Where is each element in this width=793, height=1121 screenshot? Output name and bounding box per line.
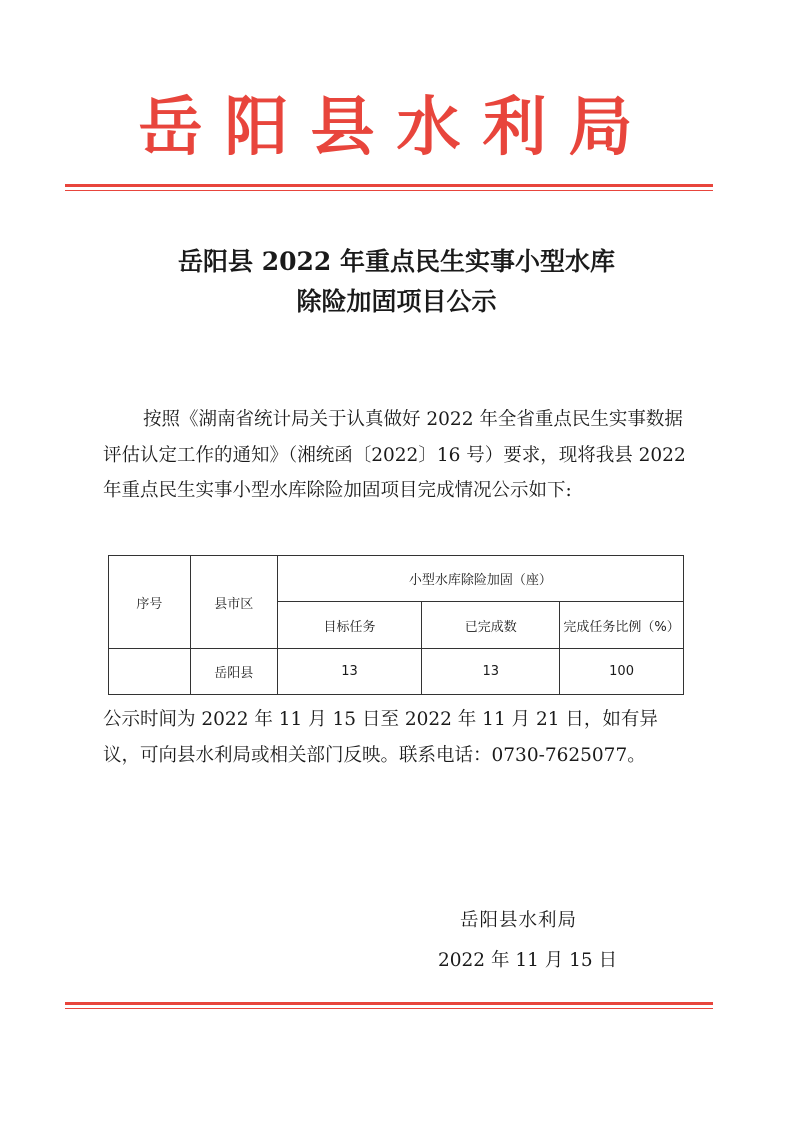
header-ratio: 完成任务比例（%）: [560, 602, 684, 649]
signature-date: 2022 年 11 月 15 日: [438, 950, 618, 971]
table-row: [109, 649, 684, 695]
cell-target: 13: [277, 649, 422, 695]
cell-county: 岳阳县: [190, 649, 277, 695]
notice-paragraph: 公示时间为 2022 年 11 月 15 日至 2022 年 11 月 21 日，如有异议，可向县水利局或相关部门反映。联系电话：0730-7625077。: [103, 709, 658, 766]
cell-ratio: 100: [560, 649, 684, 695]
header-target: 目标任务: [277, 602, 422, 649]
document-title-line1: 岳阳县 2022 年重点民生实事小型水库: [178, 247, 615, 276]
footer-rule-thick: [65, 1002, 713, 1005]
header-rule-thin: [65, 190, 713, 191]
cell-done: 13: [422, 649, 560, 695]
cell-index: [109, 649, 191, 695]
intro-paragraph: 按照《湖南省统计局关于认真做好 2022 年全省重点民生实事数据评估认定工作的通知》（湘统函〔2022〕16 号）要求，现将我县 2022 年重点民生实事小型水库除险加固项目完成情况公示如下:: [103, 409, 686, 501]
header-rule-thick: [65, 184, 713, 187]
document-title-line2: 除险加固项目公示: [296, 287, 497, 316]
header-group: 小型水库除险加固（座）: [277, 556, 683, 602]
project-table: [108, 555, 684, 695]
table-header-row: [109, 556, 684, 602]
footer-rule-thin: [65, 1008, 713, 1009]
masthead-title: 岳阳县水利局: [138, 90, 655, 165]
signature-org: 岳阳县水利局: [460, 910, 578, 931]
header-index: 序号: [109, 556, 191, 649]
header-county: 县市区: [190, 556, 277, 649]
header-done: 已完成数: [422, 602, 560, 649]
